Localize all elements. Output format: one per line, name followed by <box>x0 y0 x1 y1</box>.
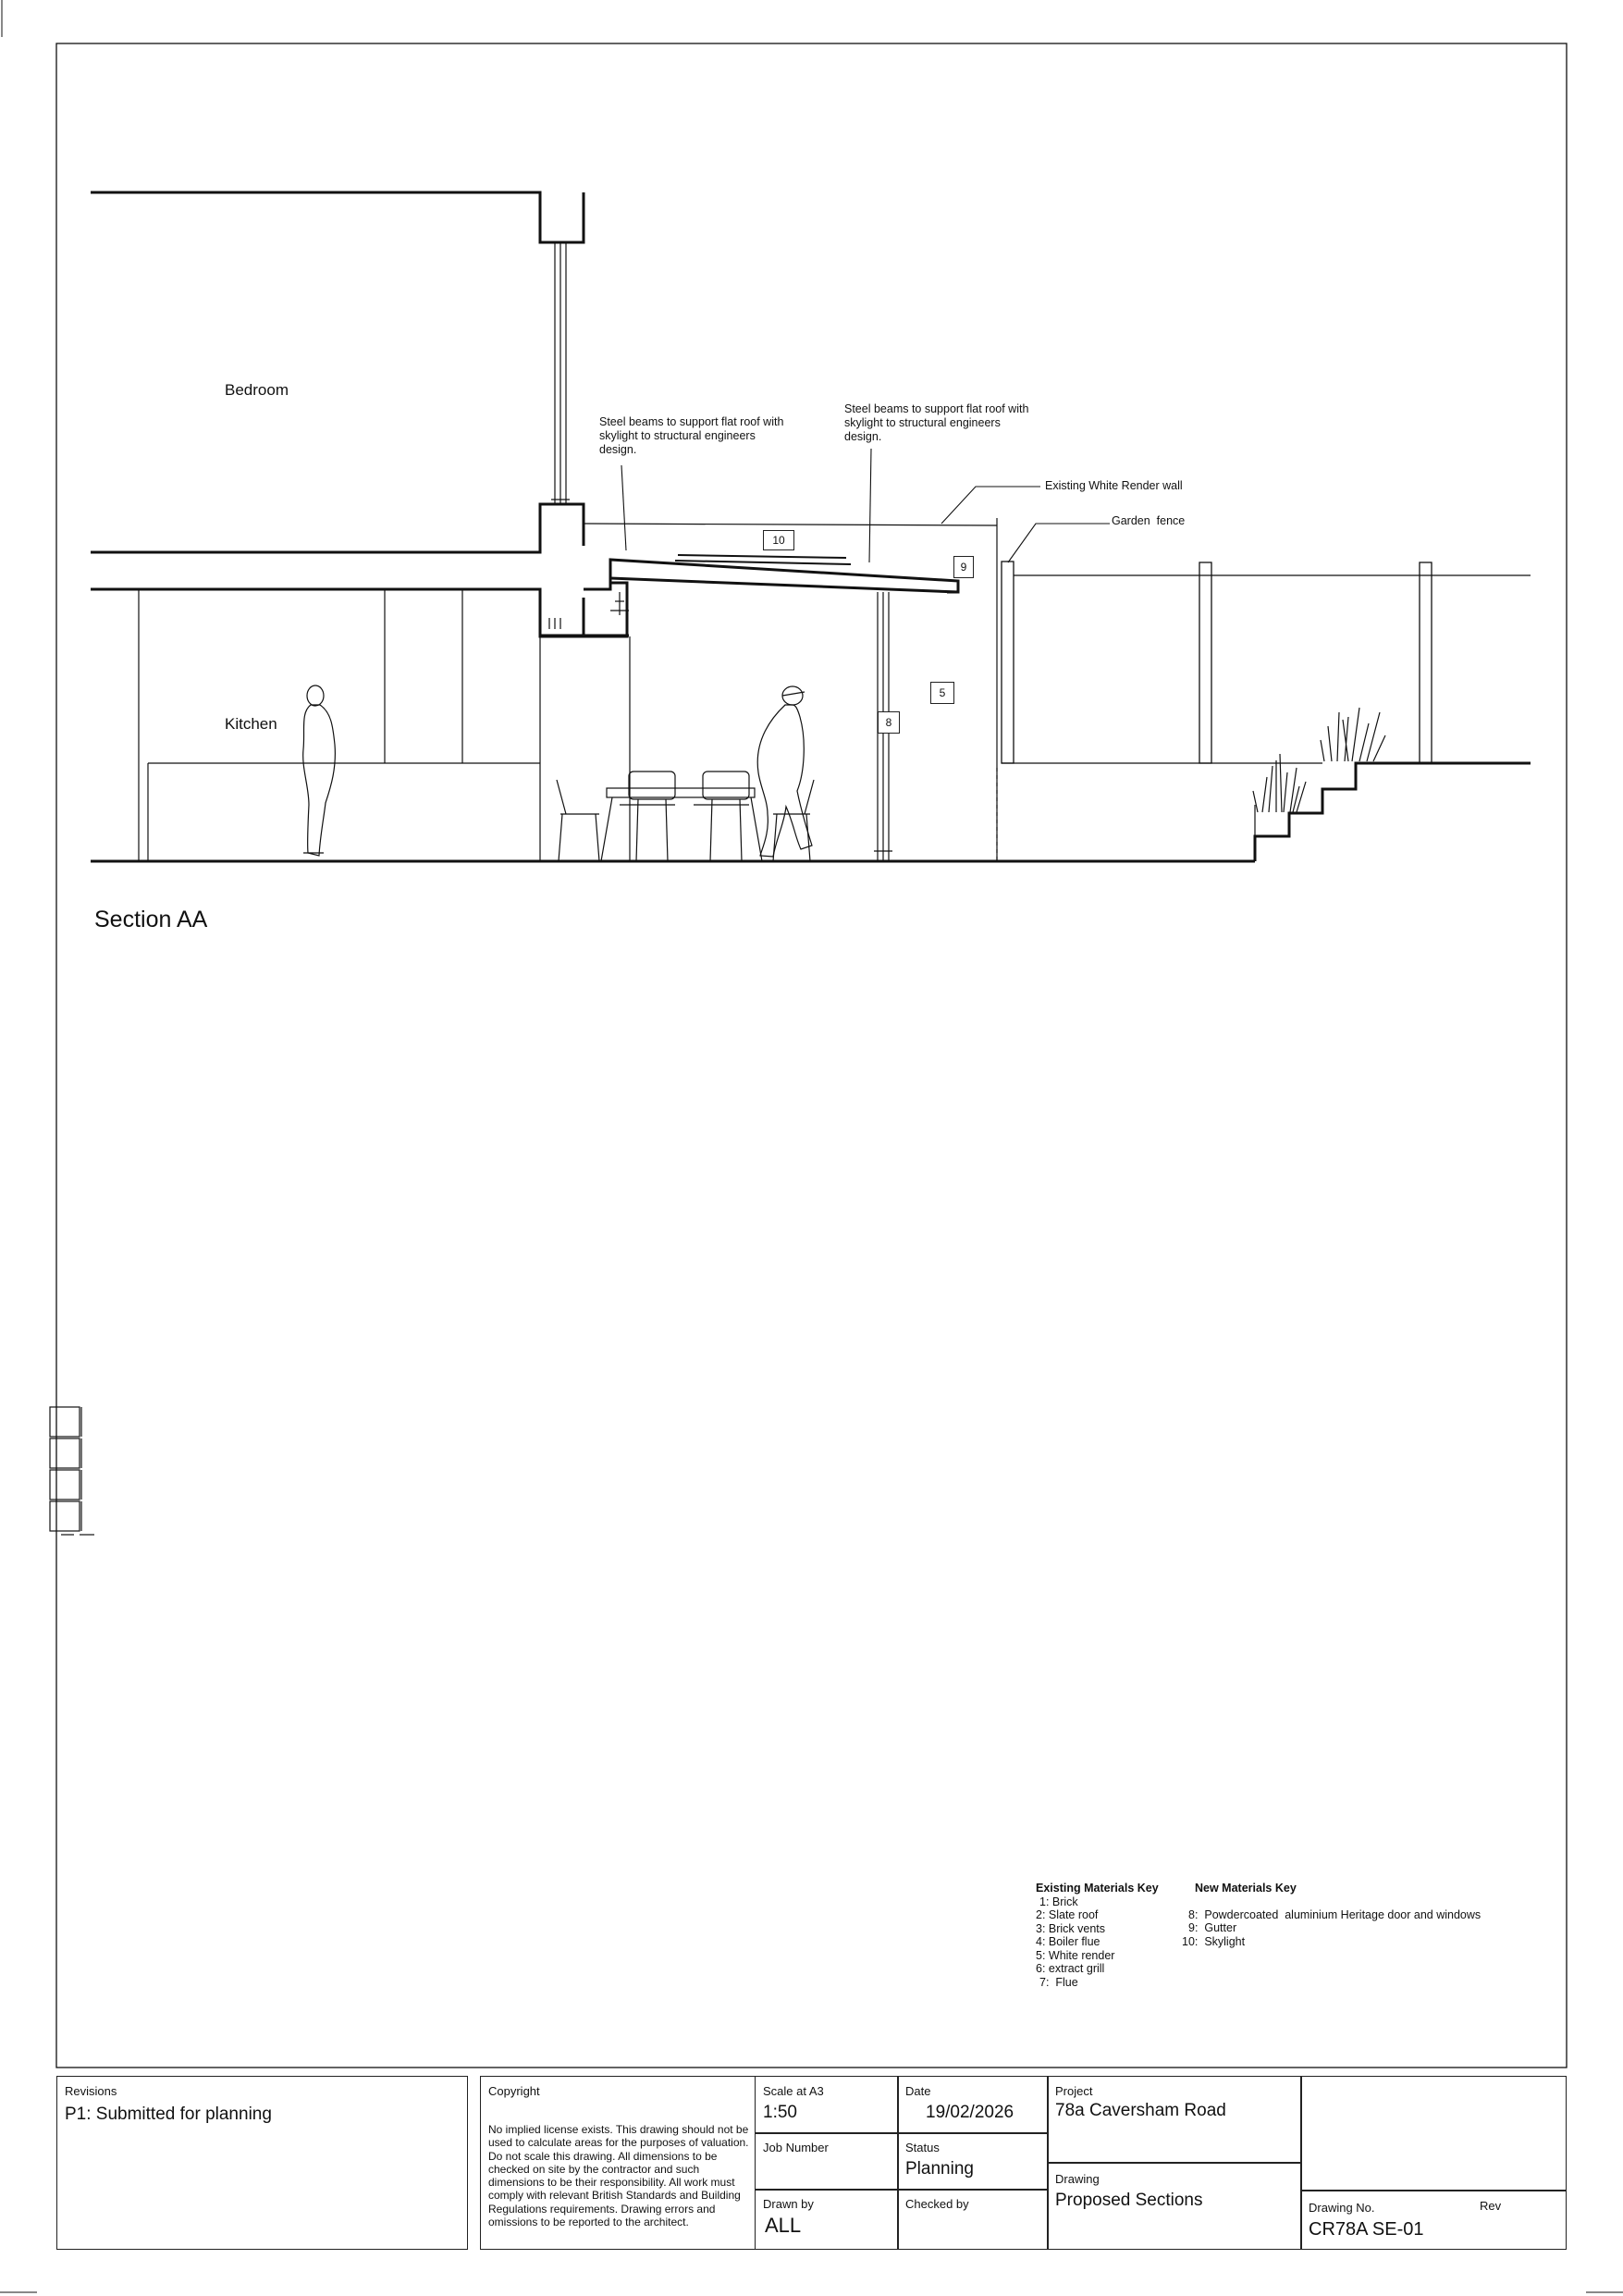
junction-details <box>549 592 629 629</box>
scale-box <box>755 2076 899 2134</box>
skylight <box>675 555 851 564</box>
existing-house <box>91 192 584 636</box>
copyright-label: Copyright <box>488 2084 540 2098</box>
date-label: Date <box>905 2084 931 2098</box>
room-label-bedroom: Bedroom <box>225 381 289 399</box>
first-floor-window <box>551 242 570 504</box>
material-tag-door <box>878 711 900 734</box>
plants <box>1253 708 1385 812</box>
note-render-wall: Existing White Render wall <box>1045 479 1183 492</box>
existing-materials-key-title: Existing Materials Key <box>1036 1882 1159 1895</box>
extension-roof <box>539 560 958 636</box>
new-materials-key-title: New Materials Key <box>1195 1882 1297 1895</box>
note-steel-beams-right: Steel beams to support flat roof with skylight to structural engineers design. <box>844 402 1029 443</box>
leader-lines <box>621 449 1110 562</box>
drawn-by-label: Drawn by <box>763 2197 814 2211</box>
drawing-number-value: CR78A SE-01 <box>1309 2219 1424 2240</box>
drawing-label: Drawing <box>1055 2172 1100 2186</box>
project-value: 78a Caversham Road <box>1055 2101 1226 2120</box>
drawn-by-value: ALL <box>765 2214 802 2237</box>
revisions-label: Revisions <box>65 2084 117 2098</box>
status-label: Status <box>905 2141 940 2154</box>
note-garden-fence: Garden fence <box>1112 514 1186 527</box>
status-box <box>897 2132 1049 2191</box>
existing-material-item: 1: Brick <box>1039 1895 1078 1908</box>
person-kitchen <box>303 685 336 856</box>
rev-label: Rev <box>1480 2199 1502 2213</box>
material-tag-label: 9 <box>960 561 967 574</box>
note-steel-beams-left: Steel beams to support flat roof with skylight to structural engineers design. <box>599 415 784 456</box>
project-label: Project <box>1055 2084 1093 2098</box>
copyright-text: No implied license exists. This drawing should not be used to calculate areas for the purposes of valuation. Do not scale this drawing. All dimensions to be checked on site by the contractor and such dimensions to be their responsibility. All work must comply with relevant British Standards and Building Regulations requirements. Drawing errors and omissions to be reported to the architect. <box>488 2123 749 2229</box>
status-value: Planning <box>905 2159 974 2179</box>
material-tag-label: 10 <box>772 534 785 547</box>
existing-material-item: 5: White render <box>1036 1948 1115 1962</box>
new-materials-key <box>1182 1882 1481 1948</box>
existing-material-item: 7: Flue <box>1039 1975 1078 1989</box>
job-number-box <box>755 2132 899 2191</box>
room-label-kitchen: Kitchen <box>225 715 277 733</box>
section-title: Section AA <box>94 907 208 932</box>
scale-label: Scale at A3 <box>763 2084 824 2098</box>
date-box <box>897 2076 1049 2134</box>
existing-materials-key <box>1036 1882 1159 1989</box>
scale-value: 1:50 <box>763 2103 797 2122</box>
drawing-value: Proposed Sections <box>1055 2191 1203 2210</box>
sheet-border <box>56 43 1567 2068</box>
garden-fence <box>1002 562 1531 763</box>
checked-by-label: Checked by <box>905 2197 969 2211</box>
drawing-number-box <box>1300 2190 1567 2250</box>
revisions-box <box>56 2076 468 2250</box>
revisions-value: P1: Submitted for planning <box>65 2105 272 2124</box>
drawing-number-label: Drawing No. <box>1309 2201 1375 2215</box>
material-tag-label: 5 <box>939 686 946 699</box>
copyright-box <box>480 2076 756 2250</box>
date-value: 19/02/2026 <box>926 2103 1014 2122</box>
logo-box <box>1300 2076 1567 2191</box>
kitchen-interior <box>139 589 540 861</box>
new-material-item: 8: Powdercoated aluminium Heritage door and windows <box>1188 1907 1482 1921</box>
material-tag-white-render <box>930 682 954 704</box>
new-material-item: 10: Skylight <box>1182 1934 1246 1948</box>
new-material-item: 9: Gutter <box>1188 1921 1237 1934</box>
material-tag-label: 8 <box>885 716 892 729</box>
project-box <box>1047 2076 1302 2164</box>
existing-material-item: 4: Boiler flue <box>1036 1935 1100 1948</box>
existing-material-item: 3: Brick vents <box>1036 1921 1106 1935</box>
drawn-by-box <box>755 2189 899 2250</box>
material-tag-gutter <box>953 556 974 578</box>
person-extension <box>757 686 812 857</box>
checked-by-box <box>897 2189 1049 2250</box>
material-tag-skylight <box>763 530 794 550</box>
existing-material-item: 6: extract grill <box>1036 1962 1105 1975</box>
drawing-box <box>1047 2162 1302 2250</box>
job-number-label: Job Number <box>763 2141 829 2154</box>
existing-material-item: 2: Slate roof <box>1036 1908 1099 1921</box>
